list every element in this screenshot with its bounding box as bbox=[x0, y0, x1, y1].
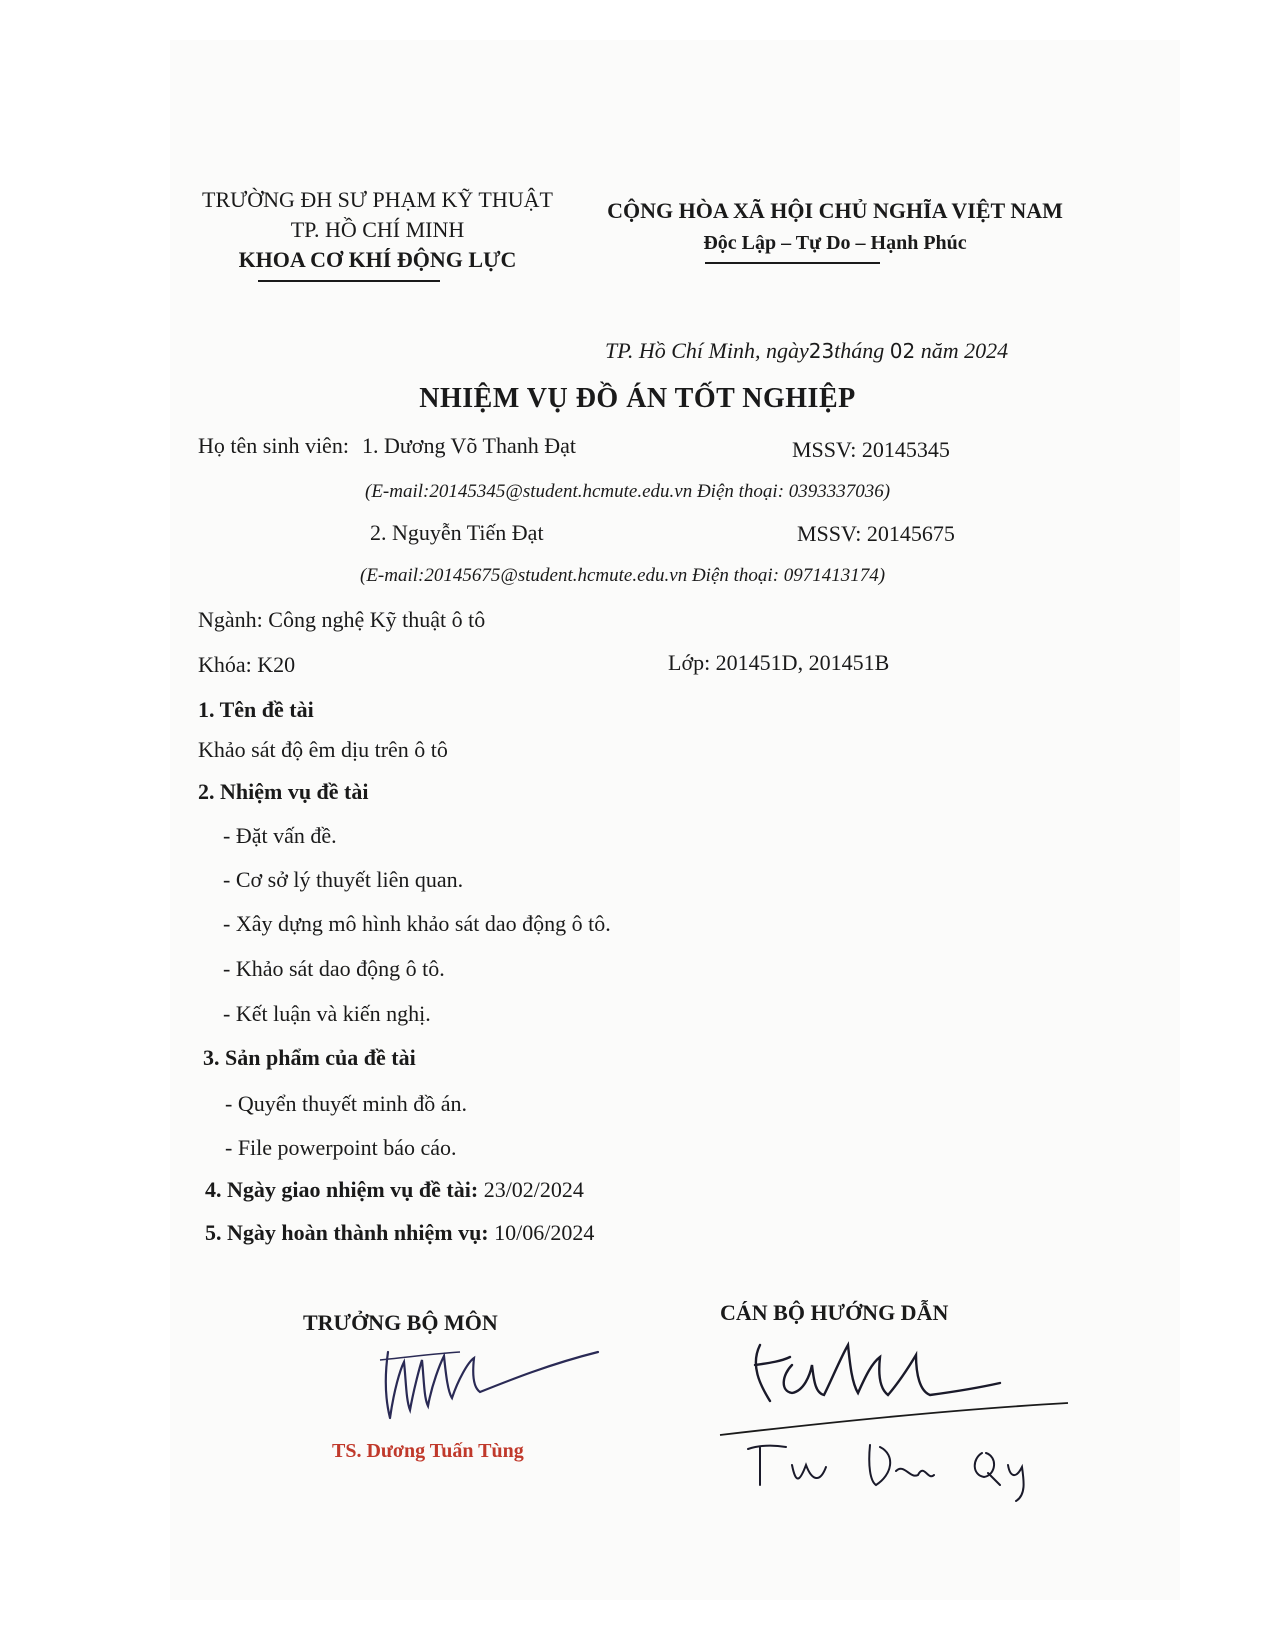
task-item: - Đặt vấn đề. bbox=[223, 823, 337, 848]
task-item: - Xây dựng mô hình khảo sát dao động ô tô. bbox=[223, 911, 611, 936]
date-day: 23 bbox=[808, 339, 835, 363]
date-year: năm 2024 bbox=[920, 338, 1009, 363]
task-item: - Khảo sát dao động ô tô. bbox=[223, 956, 445, 981]
assign-date-row bbox=[205, 1177, 584, 1203]
complete-date-label: 5. Ngày hoàn thành nhiệm vụ: bbox=[205, 1220, 489, 1245]
head-of-dept-title: TRƯỞNG BỘ MÔN bbox=[303, 1310, 498, 1335]
supervisor-signature bbox=[720, 1335, 1080, 1505]
assign-date-value: 23/02/2024 bbox=[483, 1177, 584, 1202]
faculty-name: KHOA CƠ KHÍ ĐỘNG LỰC bbox=[238, 247, 517, 272]
task-item: - Cơ sở lý thuyết liên quan. bbox=[223, 867, 464, 892]
product-item: - Quyển thuyết minh đồ án. bbox=[225, 1091, 467, 1116]
head-of-dept-name: TS. Dương Tuấn Tùng bbox=[332, 1440, 524, 1462]
student-1-name: 1. Dương Võ Thanh Đạt bbox=[362, 433, 577, 458]
section-1-text: Khảo sát độ êm dịu trên ô tô bbox=[198, 737, 448, 762]
student-2-mssv: MSSV: 20145675 bbox=[797, 521, 955, 546]
student-1-contact: (E-mail:20145345@student.hcmute.edu.vn Điện thoại: 0393337036) bbox=[365, 481, 891, 502]
university-city: TP. HỒ CHÍ MINH bbox=[290, 217, 465, 242]
supervisor-title: CÁN BỘ HƯỚNG DẪN bbox=[720, 1300, 949, 1325]
date-month: 02 bbox=[889, 339, 916, 363]
task-item: - Kết luận và kiến nghị. bbox=[223, 1001, 431, 1026]
national-header bbox=[600, 195, 1070, 259]
national-motto: Độc Lập – Tự Do – Hạnh Phúc bbox=[703, 232, 967, 254]
date-prefix: TP. Hồ Chí Minh, ngày bbox=[605, 338, 809, 363]
section-1-heading: 1. Tên đề tài bbox=[198, 697, 314, 722]
student-2-name: 2. Nguyễn Tiến Đạt bbox=[370, 520, 544, 545]
product-item: - File powerpoint báo cáo. bbox=[225, 1135, 457, 1160]
head-of-dept-signature bbox=[370, 1340, 610, 1430]
university-header bbox=[195, 185, 560, 275]
student-1-mssv: MSSV: 20145345 bbox=[792, 437, 950, 462]
motto-underline bbox=[705, 262, 880, 264]
complete-date-row bbox=[205, 1220, 594, 1246]
section-3-heading: 3. Sản phẩm của đề tài bbox=[203, 1045, 416, 1070]
section-2-heading: 2. Nhiệm vụ đề tài bbox=[198, 779, 369, 804]
date-line bbox=[605, 338, 1008, 364]
faculty-underline bbox=[258, 280, 440, 282]
major: Ngành: Công nghệ Kỹ thuật ô tô bbox=[198, 607, 486, 632]
country-name: CỘNG HÒA XÃ HỘI CHỦ NGHĨA VIỆT NAM bbox=[607, 198, 1063, 223]
course: Khóa: K20 bbox=[198, 652, 296, 677]
complete-date-value: 10/06/2024 bbox=[494, 1220, 595, 1245]
date-month-label: tháng bbox=[834, 338, 885, 363]
page-title: NHIỆM VỤ ĐỒ ÁN TỐT NGHIỆP bbox=[419, 383, 856, 414]
university-name: TRƯỜNG ĐH SƯ PHẠM KỸ THUẬT bbox=[202, 187, 553, 212]
class: Lớp: 201451D, 201451B bbox=[668, 650, 890, 675]
student-2-contact: (E-mail:20145675@student.hcmute.edu.vn Điện thoại: 0971413174) bbox=[360, 565, 886, 586]
assign-date-label: 4. Ngày giao nhiệm vụ đề tài: bbox=[205, 1177, 479, 1202]
student-label: Họ tên sinh viên: bbox=[198, 433, 349, 458]
